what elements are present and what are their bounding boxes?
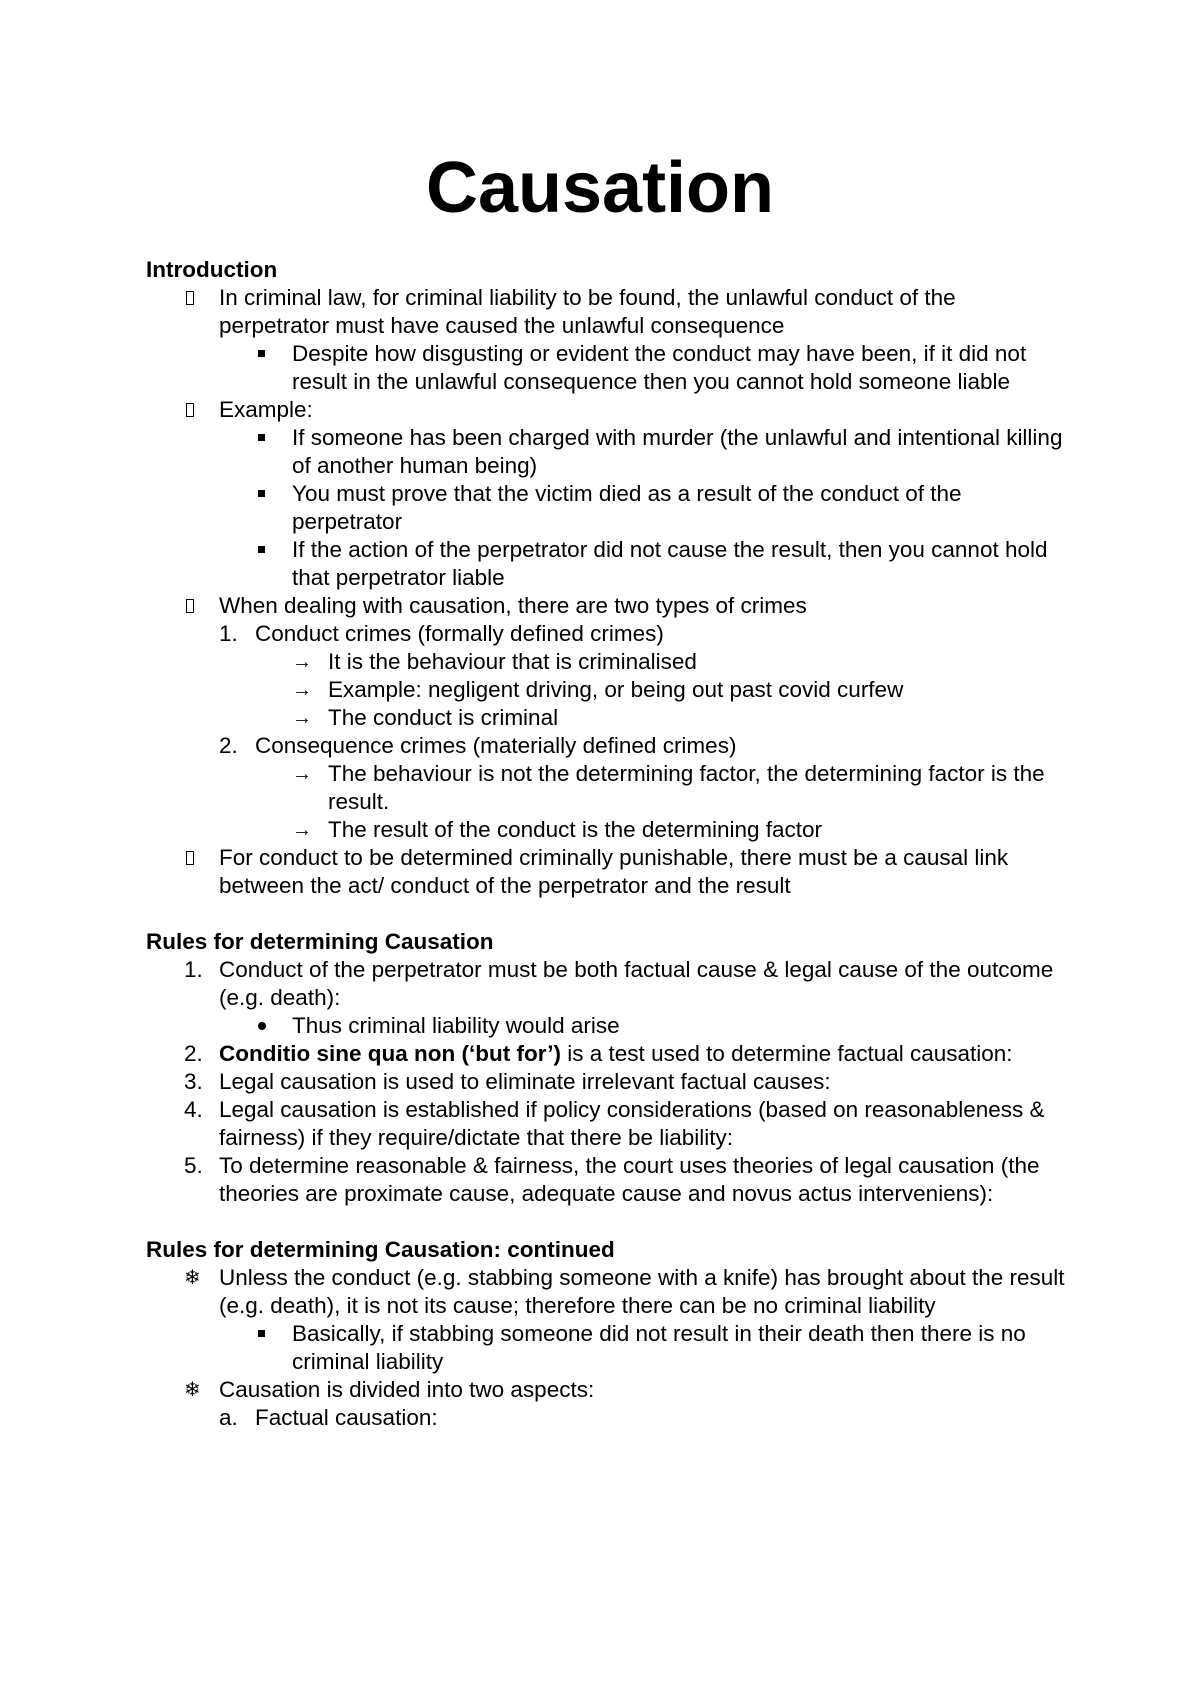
list-number: 1. <box>219 621 238 646</box>
bold-term: Conditio sine qua non (‘but for’) <box>219 1041 562 1066</box>
square-bullet-icon <box>258 546 265 553</box>
numbered-item: 2. Consequence crimes (materially defined crimes) <box>219 733 737 758</box>
arrow-bullet-icon: → <box>292 679 312 701</box>
section-heading-continued: Rules for determining Causation: continued <box>146 1237 615 1262</box>
section-heading-rules: Rules for determining Causation <box>146 929 494 954</box>
numbered-item: 1. Conduct of the perpetrator must be both factual cause & legal cause of the outcome (e.g. death): <box>184 957 1054 1010</box>
box-bullet-icon <box>186 851 194 865</box>
numbered-item: 1. Conduct crimes (formally defined crimes) <box>219 621 664 646</box>
list-number: 2. <box>184 1041 203 1066</box>
list-item: → The result of the conduct is the determining factor <box>292 817 823 842</box>
list-item: If someone has been charged with murder (the unlawful and intentional killing of another human being) <box>146 424 1066 480</box>
list-number: 3. <box>184 1069 203 1094</box>
lettered-item: a. Factual causation: <box>219 1405 438 1430</box>
numbered-item: 3. Legal causation is used to eliminate irrelevant factual causes: <box>184 1069 831 1094</box>
list-number: 5. <box>184 1153 203 1178</box>
list-item: Despite how disgusting or evident the conduct may have been, if it did not result in the unlawful consequence then you cannot hold someone liable <box>146 340 1066 396</box>
snowflake-bullet-icon: ❄ <box>184 1379 201 1401</box>
list-item: → It is the behaviour that is criminalised <box>292 649 697 674</box>
spacer <box>146 900 1066 928</box>
box-bullet-icon <box>186 291 194 305</box>
arrow-bullet-icon: → <box>292 763 312 785</box>
list-number: 1. <box>184 957 203 982</box>
arrow-bullet-icon: → <box>292 819 312 841</box>
section-heading-introduction: Introduction <box>146 257 278 282</box>
list-item: Thus criminal liability would arise <box>146 1012 1066 1040</box>
list-letter: a. <box>219 1405 238 1430</box>
square-bullet-icon <box>258 350 265 357</box>
round-bullet-icon <box>258 1022 266 1030</box>
list-item: Example: <box>146 396 1066 424</box>
list-item: ❄ Causation is divided into two aspects: <box>184 1377 595 1402</box>
list-item: Basically, if stabbing someone did not result in their death then there is no criminal liability <box>146 1320 1066 1376</box>
list-item: You must prove that the victim died as a result of the conduct of the perpetrator <box>146 480 1066 536</box>
list-item: ❄ Unless the conduct (e.g. stabbing someone with a knife) has brought about the result (e.g. death), it is not its cause; therefore there can be no criminal liability <box>184 1265 1065 1318</box>
arrow-bullet-icon: → <box>292 651 312 673</box>
spacer <box>146 1208 1066 1236</box>
arrow-bullet-icon: → <box>292 707 312 729</box>
numbered-item: 2. Conditio sine qua non (‘but for’) is a test used to determine factual causation: <box>184 1041 1013 1066</box>
numbered-item: 4. Legal causation is established if policy considerations (based on reasonableness & fairness) if they require/dictate that there be liability: <box>184 1097 1045 1150</box>
list-item: → The behaviour is not the determining factor, the determining factor is the result. <box>292 761 1045 814</box>
list-item: → The conduct is criminal <box>292 705 559 730</box>
square-bullet-icon <box>258 490 265 497</box>
document-body <box>146 256 1066 1432</box>
list-item: → Example: negligent driving, or being out past covid curfew <box>292 677 904 702</box>
list-number: 4. <box>184 1097 203 1122</box>
box-bullet-icon <box>186 403 194 417</box>
numbered-item: 5. To determine reasonable & fairness, the court uses theories of legal causation (the theories are proximate cause, adequate cause and novus actus interveniens): <box>184 1153 1040 1206</box>
list-number: 2. <box>219 733 238 758</box>
list-item: When dealing with causation, there are two types of crimes <box>146 592 1066 620</box>
square-bullet-icon <box>258 434 265 441</box>
list-item: For conduct to be determined criminally punishable, there must be a causal link between the act/ conduct of the perpetrator and the result <box>146 844 1066 900</box>
list-item: If the action of the perpetrator did not cause the result, then you cannot hold that perpetrator liable <box>146 536 1066 592</box>
square-bullet-icon <box>258 1330 265 1337</box>
snowflake-bullet-icon: ❄ <box>184 1267 201 1289</box>
list-item: In criminal law, for criminal liability to be found, the unlawful conduct of the perpetrator must have caused the unlawful consequence <box>146 284 1066 340</box>
page-title: Causation <box>425 148 775 228</box>
box-bullet-icon <box>186 599 194 613</box>
